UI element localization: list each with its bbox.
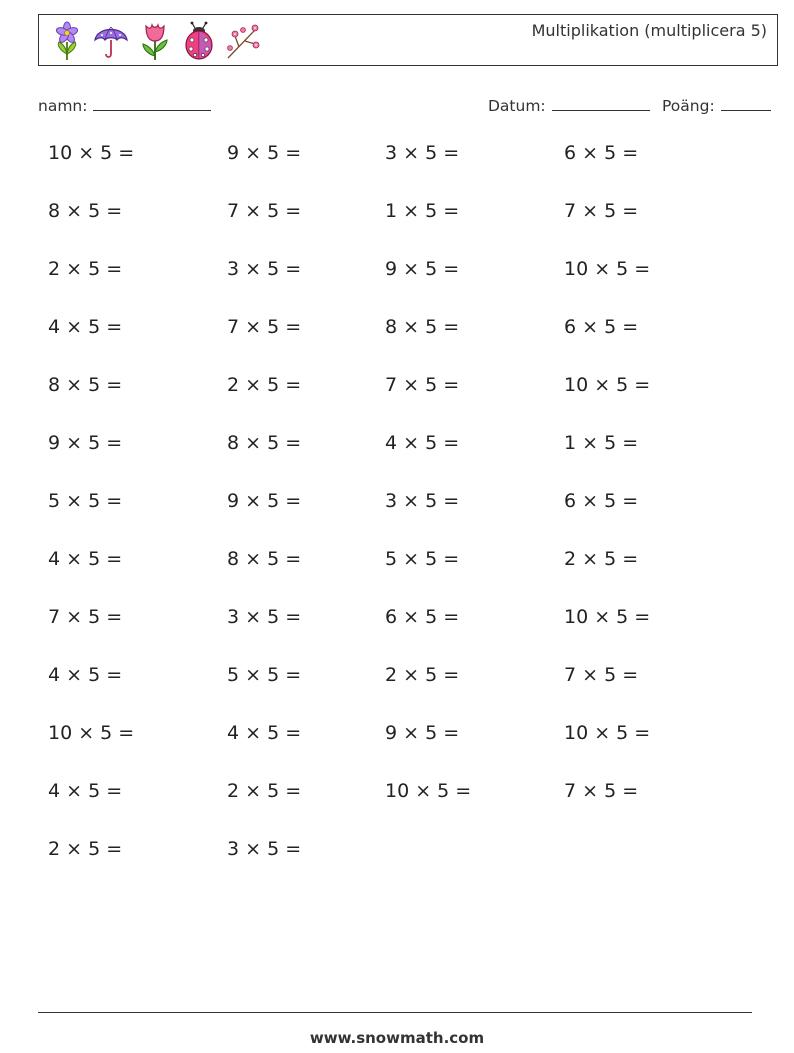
- score-field: [662, 94, 771, 115]
- problem-item: 2 × 5 =: [227, 374, 302, 396]
- ladybug-icon: [181, 20, 217, 62]
- problem-item: 1 × 5 =: [385, 200, 460, 222]
- name-label: namn:: [38, 97, 88, 115]
- problem-item: 6 × 5 =: [564, 142, 639, 164]
- problem-item: 10 × 5 =: [48, 142, 135, 164]
- problem-item: 10 × 5 =: [564, 258, 651, 280]
- problem-item: 7 × 5 =: [564, 200, 639, 222]
- problem-item: 3 × 5 =: [385, 490, 460, 512]
- problem-item: 4 × 5 =: [48, 780, 123, 802]
- date-label: Datum:: [488, 97, 546, 115]
- problem-item: 10 × 5 =: [48, 722, 135, 744]
- problem-item: 3 × 5 =: [385, 142, 460, 164]
- problem-item: 4 × 5 =: [48, 664, 123, 686]
- problem-item: 8 × 5 =: [227, 548, 302, 570]
- worksheet-title: Multiplikation (multiplicera 5): [531, 21, 767, 40]
- problem-item: 7 × 5 =: [385, 374, 460, 396]
- worksheet-header: [38, 14, 778, 66]
- date-field: [488, 94, 650, 115]
- footer-divider: [38, 1012, 752, 1013]
- problem-item: 4 × 5 =: [48, 548, 123, 570]
- problem-item: 2 × 5 =: [564, 548, 639, 570]
- problem-item: 5 × 5 =: [227, 664, 302, 686]
- problem-item: 9 × 5 =: [385, 258, 460, 280]
- problem-item: 8 × 5 =: [48, 200, 123, 222]
- problem-item: 2 × 5 =: [385, 664, 460, 686]
- problem-item: 10 × 5 =: [385, 780, 472, 802]
- problem-item: 7 × 5 =: [48, 606, 123, 628]
- footer-url: www.snowmath.com: [309, 1029, 485, 1047]
- problem-item: 5 × 5 =: [385, 548, 460, 570]
- problem-item: 7 × 5 =: [564, 664, 639, 686]
- problem-item: 2 × 5 =: [227, 780, 302, 802]
- problem-item: 2 × 5 =: [48, 838, 123, 860]
- problem-item: 3 × 5 =: [227, 606, 302, 628]
- problem-item: 2 × 5 =: [48, 258, 123, 280]
- problem-item: 9 × 5 =: [227, 490, 302, 512]
- problem-item: 10 × 5 =: [564, 374, 651, 396]
- problem-item: 1 × 5 =: [564, 432, 639, 454]
- problem-item: 10 × 5 =: [564, 722, 651, 744]
- problem-item: 4 × 5 =: [48, 316, 123, 338]
- problem-item: 9 × 5 =: [385, 722, 460, 744]
- name-field: [38, 94, 211, 115]
- date-blank[interactable]: [552, 94, 650, 111]
- flower-icon: [49, 20, 85, 62]
- problem-item: 8 × 5 =: [48, 374, 123, 396]
- umbrella-icon: [93, 20, 129, 62]
- problem-item: 7 × 5 =: [227, 316, 302, 338]
- tulip-icon: [137, 20, 173, 62]
- score-blank[interactable]: [721, 94, 771, 111]
- problem-item: 9 × 5 =: [227, 142, 302, 164]
- problem-item: 7 × 5 =: [564, 780, 639, 802]
- problem-item: 3 × 5 =: [227, 838, 302, 860]
- problem-item: 10 × 5 =: [564, 606, 651, 628]
- problem-item: 5 × 5 =: [48, 490, 123, 512]
- problem-item: 4 × 5 =: [227, 722, 302, 744]
- header-icons: [49, 19, 261, 63]
- blossom-branch-icon: [225, 20, 261, 62]
- score-label: Poäng:: [662, 97, 715, 115]
- name-blank[interactable]: [93, 94, 211, 111]
- problem-item: 9 × 5 =: [48, 432, 123, 454]
- problem-item: 4 × 5 =: [385, 432, 460, 454]
- problem-item: 8 × 5 =: [385, 316, 460, 338]
- problem-item: 7 × 5 =: [227, 200, 302, 222]
- problem-item: 6 × 5 =: [564, 490, 639, 512]
- problem-item: 6 × 5 =: [385, 606, 460, 628]
- problem-item: 6 × 5 =: [564, 316, 639, 338]
- problem-item: 8 × 5 =: [227, 432, 302, 454]
- problem-item: 3 × 5 =: [227, 258, 302, 280]
